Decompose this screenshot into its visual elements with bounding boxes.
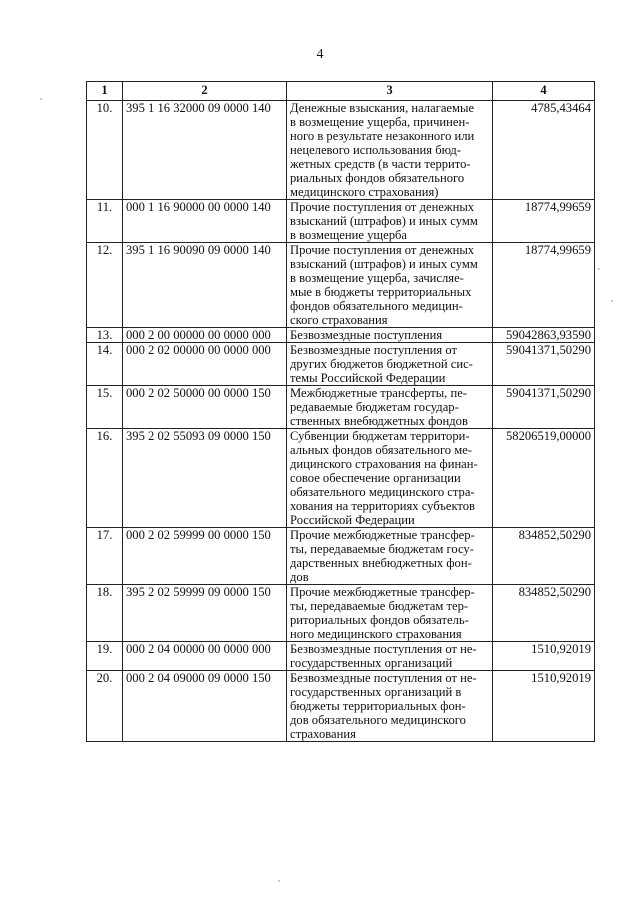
budget-classification-code: 000 2 04 00000 00 0000 000 [123, 642, 287, 671]
description-line: ского страхования [290, 313, 388, 327]
row-number: 16. [87, 429, 123, 528]
description-line: обязательного медицинского стра- [290, 485, 475, 499]
description-line: бюджеты территориальных фон- [290, 699, 466, 713]
budget-classification-code: 395 2 02 59999 09 0000 150 [123, 585, 287, 642]
row-number: 11. [87, 200, 123, 243]
row-number: 19. [87, 642, 123, 671]
budget-classification-code: 000 2 02 59999 00 0000 150 [123, 528, 287, 585]
description-line: государственных организаций [290, 656, 453, 670]
row-number: 17. [87, 528, 123, 585]
table-row [87, 200, 595, 243]
income-description [287, 429, 493, 528]
description-line: Денежные взыскания, налагаемые [290, 101, 475, 115]
description-line: ты, передаваемые бюджетам тер- [290, 599, 469, 613]
income-description [287, 528, 493, 585]
amount-value: 834852,50290 [493, 585, 595, 642]
column-header-4: 4 [493, 82, 595, 101]
row-number: 13. [87, 328, 123, 343]
description-line: Прочие поступления от денежных [290, 200, 475, 214]
table-row [87, 386, 595, 429]
column-header-3: 3 [287, 82, 493, 101]
description-line: Прочие межбюджетные трансфер- [290, 528, 475, 542]
description-line: Безвозмездные поступления от не- [290, 642, 477, 656]
description-line: Межбюджетные трансферты, пе- [290, 386, 468, 400]
table-row [87, 101, 595, 200]
description-line: государственных организаций в [290, 685, 462, 699]
budget-classification-code: 000 1 16 90000 00 0000 140 [123, 200, 287, 243]
table-row [87, 528, 595, 585]
column-header-2: 2 [123, 82, 287, 101]
description-line: Прочие межбюджетные трансфер- [290, 585, 475, 599]
income-description [287, 328, 493, 343]
scan-speck [278, 880, 280, 882]
amount-value: 1510,92019 [493, 642, 595, 671]
table-row [87, 429, 595, 528]
row-number: 14. [87, 343, 123, 386]
income-description [287, 386, 493, 429]
table-header-row [87, 82, 595, 101]
description-line: Безвозмездные поступления [290, 328, 443, 342]
description-line: мые в бюджеты территориальных [290, 285, 472, 299]
budget-classification-code: 395 2 02 55093 09 0000 150 [123, 429, 287, 528]
description-line: Прочие поступления от денежных [290, 243, 475, 257]
description-line: в возмещение ущерба [290, 228, 407, 242]
budget-revenue-table [86, 81, 595, 742]
description-line: фондов обязательного медицин- [290, 299, 463, 313]
amount-value: 18774,99659 [493, 200, 595, 243]
description-line: Российской Федерации [290, 513, 415, 527]
description-line: взысканий (штрафов) и иных сумм [290, 257, 478, 271]
amount-value: 4785,43464 [493, 101, 595, 200]
income-description [287, 200, 493, 243]
description-line: редаваемые бюджетам государ- [290, 400, 459, 414]
table-body [87, 101, 595, 742]
description-line: жетных средств (в части террито- [290, 157, 471, 171]
amount-value: 1510,92019 [493, 671, 595, 742]
scan-speck [611, 300, 613, 302]
amount-value: 834852,50290 [493, 528, 595, 585]
description-line: альных фондов обязательного ме- [290, 443, 473, 457]
description-line: Субвенции бюджетам территори- [290, 429, 470, 443]
budget-classification-code: 000 2 02 00000 00 0000 000 [123, 343, 287, 386]
table-row [87, 328, 595, 343]
description-line: других бюджетов бюджетной сис- [290, 357, 473, 371]
scan-speck [598, 268, 600, 270]
row-number: 20. [87, 671, 123, 742]
table-row [87, 642, 595, 671]
description-line: в возмещение ущерба, зачисляе- [290, 271, 464, 285]
budget-classification-code: 395 1 16 90090 09 0000 140 [123, 243, 287, 328]
budget-classification-code: 000 2 02 50000 00 0000 150 [123, 386, 287, 429]
description-line: взысканий (штрафов) и иных сумм [290, 214, 478, 228]
income-description [287, 642, 493, 671]
table-row [87, 671, 595, 742]
description-line: дов обязательного медицинского [290, 713, 466, 727]
table-row [87, 343, 595, 386]
scan-speck [40, 98, 42, 100]
amount-value: 59041371,50290 [493, 386, 595, 429]
description-line: темы Российской Федерации [290, 371, 446, 385]
description-line: риториальных фондов обязатель- [290, 613, 469, 627]
amount-value: 59041371,50290 [493, 343, 595, 386]
row-number: 10. [87, 101, 123, 200]
row-number: 15. [87, 386, 123, 429]
budget-classification-code: 395 1 16 32000 09 0000 140 [123, 101, 287, 200]
description-line: Безвозмездные поступления от не- [290, 671, 477, 685]
income-description [287, 101, 493, 200]
amount-value: 59042863,93590 [493, 328, 595, 343]
amount-value: 18774,99659 [493, 243, 595, 328]
description-line: Безвозмездные поступления от [290, 343, 457, 357]
table-row [87, 585, 595, 642]
description-line: хования на территориях субъектов [290, 499, 476, 513]
income-description [287, 585, 493, 642]
description-line: медицинского страхования) [290, 185, 439, 199]
row-number: 18. [87, 585, 123, 642]
income-description [287, 243, 493, 328]
page-number: 4 [316, 47, 324, 62]
description-line: дов [290, 570, 309, 584]
description-line: ного медицинского страхования [290, 627, 462, 641]
amount-value: 58206519,00000 [493, 429, 595, 528]
description-line: ного в результате незаконного или [290, 129, 475, 143]
description-line: дарственных внебюджетных фон- [290, 556, 472, 570]
column-header-1: 1 [87, 82, 123, 101]
income-description [287, 343, 493, 386]
description-line: в возмещение ущерба, причинен- [290, 115, 470, 129]
row-number: 12. [87, 243, 123, 328]
income-description [287, 671, 493, 742]
description-line: риальных фондов обязательного [290, 171, 465, 185]
description-line: ственных внебюджетных фондов [290, 414, 468, 428]
description-line: ты, передаваемые бюджетам госу- [290, 542, 474, 556]
table-row [87, 243, 595, 328]
budget-classification-code: 000 2 00 00000 00 0000 000 [123, 328, 287, 343]
budget-classification-code: 000 2 04 09000 09 0000 150 [123, 671, 287, 742]
description-line: совое обеспечение организации [290, 471, 461, 485]
description-line: страхования [290, 727, 356, 741]
description-line: нецелевого использования бюд- [290, 143, 461, 157]
description-line: дицинского страхования на финан- [290, 457, 478, 471]
